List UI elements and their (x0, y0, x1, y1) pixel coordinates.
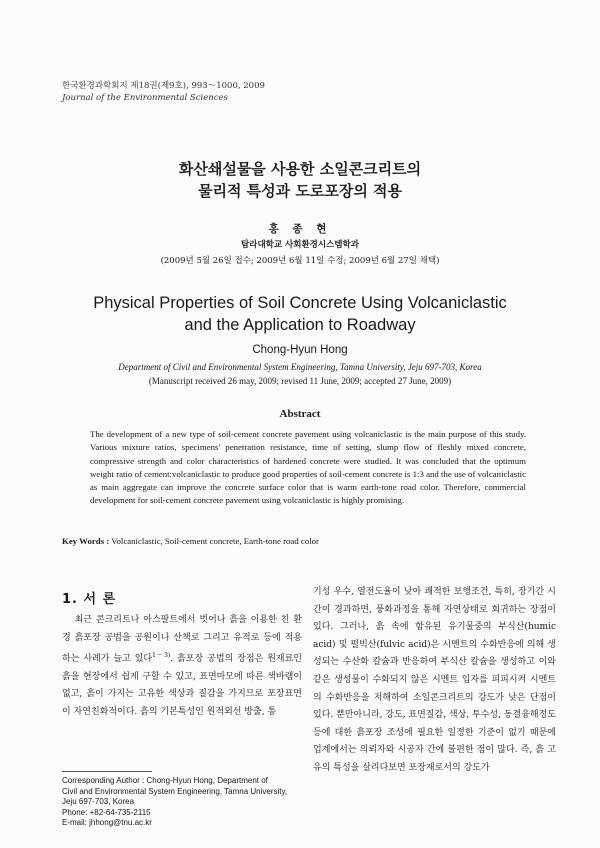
korean-author: 홍 종 현 (268, 223, 332, 235)
keywords (62, 536, 542, 546)
journal-korean: 한국환경과학회지 제18권(제9호), 993～1000, 2009 (62, 81, 265, 91)
keywords-text: Volcaniclastic, Soil-cement concrete, Earth-tone road color (109, 536, 319, 546)
corr-line2: Civil and Environmental System Engineering, Tamna University, (62, 786, 288, 796)
english-title-line1: Physical Properties of Soil Concrete Using Volcaniclastic (93, 294, 507, 312)
english-title (0, 292, 600, 336)
left-para-text-a: 최근 콘크리트나 아스팔트에서 벗어나 흙을 이용한 친 환경 흙포장 공법을 공원이나 산책로 그리고 유적로 등에 적용하는 사례가 늘고 있다 (62, 615, 302, 665)
korean-title (0, 158, 600, 202)
corr-line4: Phone: +82-64-735-2115 (62, 807, 151, 817)
corr-line1: Corresponding Author : Chong-Hyun Hong, Department of (62, 776, 268, 785)
section-heading: 1. 서 론 (62, 592, 117, 607)
english-title-line2: and the Application to Roadway (184, 316, 416, 334)
corr-line5: E-mail: jhhong@tnu.ac.kr (62, 818, 152, 827)
journal-english: Journal of the Environmental Sciences (62, 93, 228, 103)
footnote-divider (62, 771, 152, 772)
corr-line3: Jeju 697-703, Korea (62, 797, 135, 806)
left-column (62, 612, 302, 722)
journal-header (62, 80, 265, 104)
korean-title-line2: 물리적 특성과 도로포장의 적용 (197, 182, 403, 200)
korean-dates: (2009년 5월 26일 접수; 2009년 6월 11일 수정; 2009년 6월 27일 채택) (160, 256, 440, 266)
right-column: 기성 우수, 열전도율이 낮아 쾌적한 보행조건, 특히, 장기간 시간이 경과하면, 풍화과정을 통해 자연상태로 회귀하는 장점이 있다. 그러나, 흙 속에 함유된 유기물중의 부식산(humic acid) 및 펄빅산(fulvic acid)은 시멘트의 수화반응에 의해 생성되는 수산화 칼슘과 반응하여 부식산 칼슘을 생성하고 이와 같은 생성물이 수화되지 않은 시멘트 입자를 피피시켜 시멘트의 수화반응을 저해하여 소일콘크리트의 강도가 낮은 단점이 있다. 뿐만아니라, 강도, 표면질감, 색상, 투수성, 동결융해정도 등에 대한 흙포장 조성에 필요한 일정한 기준이 없기 때문에 업계에서는 의뢰자와 시공자 간에 불편한 점이 많다. 즉, 흙 고유의 특성을 살리다보면 포장재로서의 강도가 (313, 587, 556, 773)
keywords-label: Key Words : (62, 536, 110, 546)
english-author: Chong-Hyun Hong (252, 344, 348, 356)
english-dates: (Manuscript received 26 may, 2009; revised 11 June, 2009; accepted 27 June, 2009) (148, 376, 452, 386)
citation: 1～3) (152, 652, 171, 660)
left-paragraph (62, 612, 302, 722)
abstract-heading: Abstract (279, 408, 321, 420)
corresponding-author (62, 776, 302, 829)
korean-title-line1: 화산쇄설물을 사용한 소일콘크리트의 (178, 160, 422, 178)
abstract-body: The development of a new type of soil-cement concrete pavement using volcaniclastic is the main purpose of this study. Various mixture ratios, specimens' penetration resistance, time of setting, slump flow of fleshly mixed concrete, compressive strength and color characteristics of hardened concrete were studied. It was concluded that the optimum weight ratio of cement:volcaniclastic to produce good properties of soil-cement concrete is 1:3 and the use of volcaniclastic as main aggregate can improve the concrete surface color that is warm earth-tone road color. Therefore, commercial development for soil-cement concrete pavement using volcaniclastic is highly promising. (90, 429, 526, 506)
korean-affiliation: 탐라대학교 사회환경시스템학과 (241, 240, 359, 250)
left-para-text-b: . 흙포장 공법의 장점은 원재료인 흙을 현장에서 쉽게 구할 수 있고, 표면마모에 따른 색바램이 없고, 흙이 가지는 고유한 색상과 질감을 가지므로 포장표면이 자연친화적이다. 흙의 기본특성인 원적외선 방출, 통 (62, 654, 302, 717)
english-affiliation: Department of Civil and Environmental System Engineering, Tamna University, Jeju 697-703, Korea (118, 362, 482, 372)
